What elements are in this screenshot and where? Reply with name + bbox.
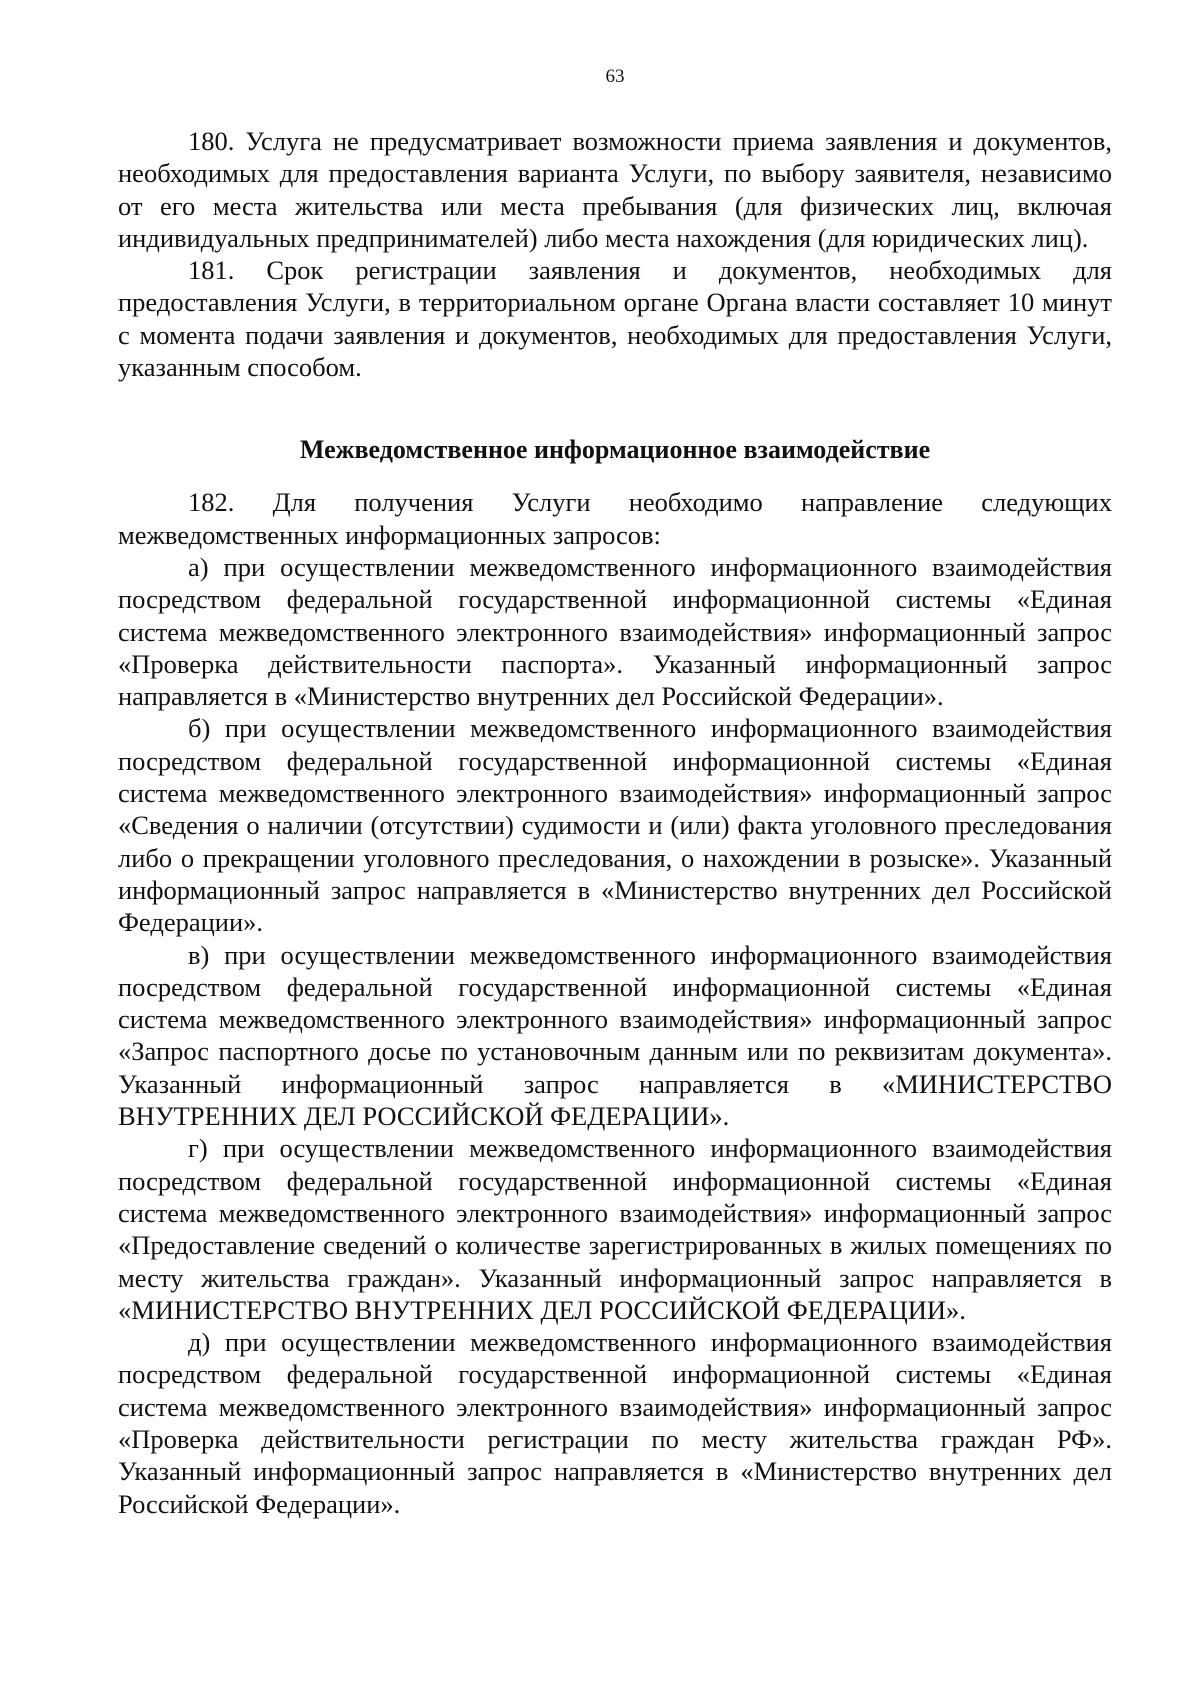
list-item-b: б) при осуществлении межведомственного информационного взаимодействия посредством федеральной государственной информационной системы «Единая система межведомственного электронного взаимодействия» информационный запрос «Сведения о наличии (отсутствии) судимости и (или) факта уголовного преследования либо о прекращении уголовного преследования, о нахождении в розыске». Указанный информационный запрос направляется в «Министерство внутренних дел Российской Федерации». bbox=[118, 713, 1112, 938]
page-number: 63 bbox=[605, 66, 625, 87]
list-item-a: а) при осуществлении межведомственного информационного взаимодействия посредством федеральной государственной информационной системы «Единая система межведомственного электронного взаимодействия» информационный запрос «Проверка действительности паспорта». Указанный информационный запрос направляется в «Министерство внутренних дел Российской Федерации». bbox=[118, 551, 1112, 712]
paragraph-180: 180. Услуга не предусматривает возможности приема заявления и документов, необходимых для предоставления варианта Услуги, по выбору заявителя, независимо от его места жительства или места пребывания (для физических лиц, включая индивидуальных предпринимателей) либо места нахождения (для юридических лиц). bbox=[118, 126, 1112, 253]
paragraph-181: 181. Срок регистрации заявления и документов, необходимых для предоставления Услуги, в территориальном органе Органа власти составляет 10 минут с момента подачи заявления и документов, необходимых для предоставления Услуги, указанным способом. bbox=[118, 255, 1112, 383]
list-item-g: г) при осуществлении межведомственного информационного взаимодействия посредством федеральной государственной информационной системы «Единая система межведомственного электронного взаимодействия» информационный запрос «Предоставление сведений о количестве зарегистрированных в жилых помещениях по месту жительства граждан». Указанный информационный запрос направляется в «МИНИСТЕРСТВО ВНУТРЕННИХ ДЕЛ РОССИЙСКОЙ ФЕДЕРАЦИИ». bbox=[118, 1133, 1112, 1325]
section-heading: Межведомственное информационное взаимодействие bbox=[299, 435, 931, 465]
list-item-v: в) при осуществлении межведомственного информационного взаимодействия посредством федеральной государственной информационной системы «Единая система межведомственного электронного взаимодействия» информационный запрос «Запрос паспортного досье по установочным данным или по реквизитам документа». Указанный информационный запрос направляется в «МИНИСТЕРСТВО ВНУТРЕННИХ ДЕЛ РОССИЙСКОЙ ФЕДЕРАЦИИ». bbox=[118, 939, 1112, 1132]
list-item-d: д) при осуществлении межведомственного информационного взаимодействия посредством федеральной государственной информационной системы «Единая система межведомственного электронного взаимодействия» информационный запрос «Проверка действительности регистрации по месту жительства граждан РФ». Указанный информационный запрос направляется в «Министерство внутренних дел Российской Федерации». bbox=[118, 1327, 1112, 1519]
paragraph-182: 182. Для получения Услуги необходимо направление следующих межведомственных информационных запросов: bbox=[118, 487, 1112, 550]
